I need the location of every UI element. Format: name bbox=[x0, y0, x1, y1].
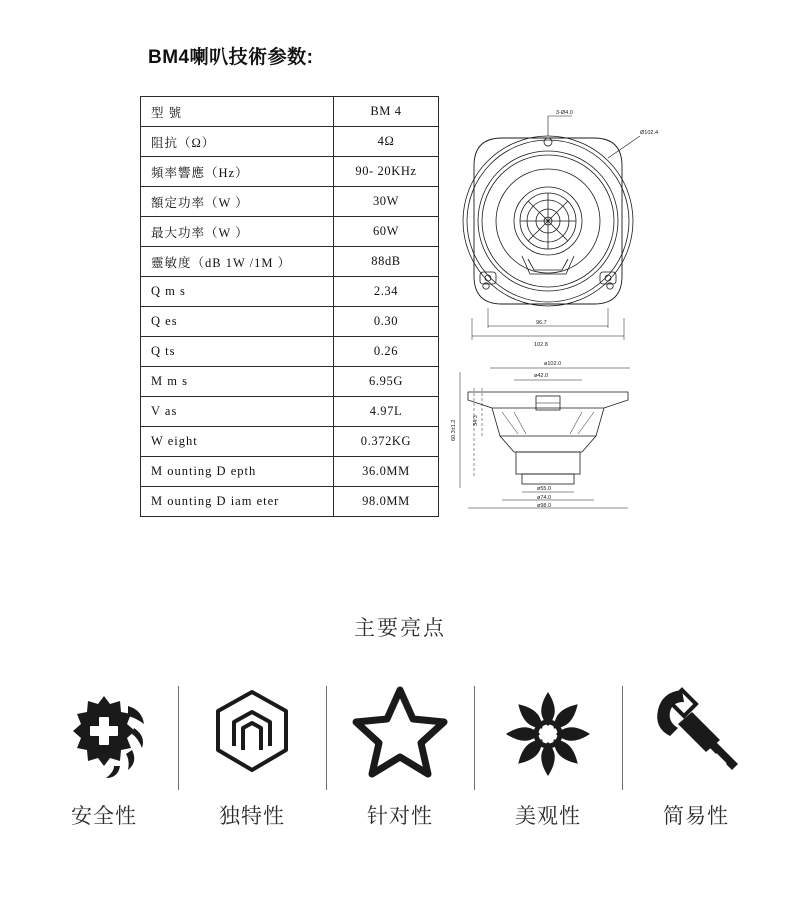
feature-item-targeted bbox=[336, 680, 464, 830]
spec-value: 88dB bbox=[334, 247, 439, 277]
dim-cone-diameter: ø42.0 bbox=[534, 373, 549, 379]
spec-value: 0.26 bbox=[334, 337, 439, 367]
table-row bbox=[141, 307, 439, 337]
spec-label: 靈敏度（dB 1W /1M ） bbox=[141, 247, 334, 277]
shield-gear-plus-icon bbox=[56, 680, 152, 784]
table-row bbox=[141, 157, 439, 187]
hexagon-cube-icon bbox=[204, 680, 300, 784]
dim-mounting-width: 96.7 bbox=[536, 320, 547, 326]
table-row bbox=[141, 457, 439, 487]
spec-label: 額定功率（W ） bbox=[141, 187, 334, 217]
dim-flange: ø98.0 bbox=[537, 503, 552, 509]
table-row bbox=[141, 487, 439, 517]
highlights-heading: 主要亮点 bbox=[354, 617, 446, 640]
table-row bbox=[141, 247, 439, 277]
table-row bbox=[141, 367, 439, 397]
spec-value: 6.95G bbox=[334, 367, 439, 397]
dim-top-diameter: ø102.0 bbox=[544, 361, 562, 367]
spec-label: M ounting D iam eter bbox=[141, 487, 334, 517]
spec-value: 98.0MM bbox=[334, 487, 439, 517]
spec-label: 頻率響應（Hz） bbox=[141, 157, 334, 187]
feature-label: 针对性 bbox=[367, 805, 433, 828]
spec-value: 4.97L bbox=[334, 397, 439, 427]
front-view-drawing bbox=[463, 116, 640, 340]
feature-divider bbox=[622, 686, 623, 790]
spec-label: V as bbox=[141, 397, 334, 427]
wrench-icon bbox=[648, 680, 744, 784]
spec-label: Q ts bbox=[141, 337, 334, 367]
table-row bbox=[141, 187, 439, 217]
feature-item-safety bbox=[40, 680, 168, 830]
feature-label: 安全性 bbox=[71, 805, 137, 828]
spec-label: 阻抗（Ω） bbox=[141, 127, 334, 157]
table-row bbox=[141, 277, 439, 307]
spec-label: Q es bbox=[141, 307, 334, 337]
dim-total-height: 60.3±1.2 bbox=[451, 419, 457, 441]
table-row bbox=[141, 427, 439, 457]
table-row bbox=[141, 337, 439, 367]
feature-list bbox=[40, 680, 760, 830]
spec-label: 型 號 bbox=[141, 97, 334, 127]
dim-magnet: ø55.0 bbox=[537, 486, 552, 492]
spec-value: 60W bbox=[334, 217, 439, 247]
spec-value: 30W bbox=[334, 187, 439, 217]
spec-label: M ounting D epth bbox=[141, 457, 334, 487]
spec-label: W eight bbox=[141, 427, 334, 457]
table-row bbox=[141, 127, 439, 157]
spec-label: 最大功率（W ） bbox=[141, 217, 334, 247]
table-row bbox=[141, 217, 439, 247]
spec-label: Q m s bbox=[141, 277, 334, 307]
table-row bbox=[141, 97, 439, 127]
dim-depth: 34.3 bbox=[473, 415, 479, 426]
technical-drawings bbox=[444, 96, 684, 516]
feature-label: 美观性 bbox=[515, 805, 581, 828]
dim-overall-width: 102.8 bbox=[534, 342, 548, 348]
page-title: BM4喇叭技術参数: bbox=[148, 47, 314, 68]
dim-bolt-circle: Ø102.4 bbox=[640, 130, 659, 136]
spec-label: M m s bbox=[141, 367, 334, 397]
spec-value: 0.372KG bbox=[334, 427, 439, 457]
flower-icon bbox=[500, 680, 596, 784]
spec-value: 2.34 bbox=[334, 277, 439, 307]
spec-value: 90- 20KHz bbox=[334, 157, 439, 187]
dim-screw: 3-Ø4.0 bbox=[556, 110, 573, 116]
dim-basket: ø74.0 bbox=[537, 495, 552, 501]
spec-value: BM 4 bbox=[334, 97, 439, 127]
feature-label: 简易性 bbox=[663, 805, 729, 828]
spec-value: 36.0MM bbox=[334, 457, 439, 487]
table-row bbox=[141, 397, 439, 427]
spec-value: 4Ω bbox=[334, 127, 439, 157]
spec-table bbox=[140, 96, 439, 517]
feature-divider bbox=[474, 686, 475, 790]
feature-divider bbox=[326, 686, 327, 790]
feature-label: 独特性 bbox=[219, 805, 285, 828]
spec-value: 0.30 bbox=[334, 307, 439, 337]
feature-item-unique bbox=[188, 680, 316, 830]
feature-item-easy bbox=[632, 680, 760, 830]
feature-item-aesthetic bbox=[484, 680, 612, 830]
feature-divider bbox=[178, 686, 179, 790]
star-icon bbox=[352, 680, 448, 784]
